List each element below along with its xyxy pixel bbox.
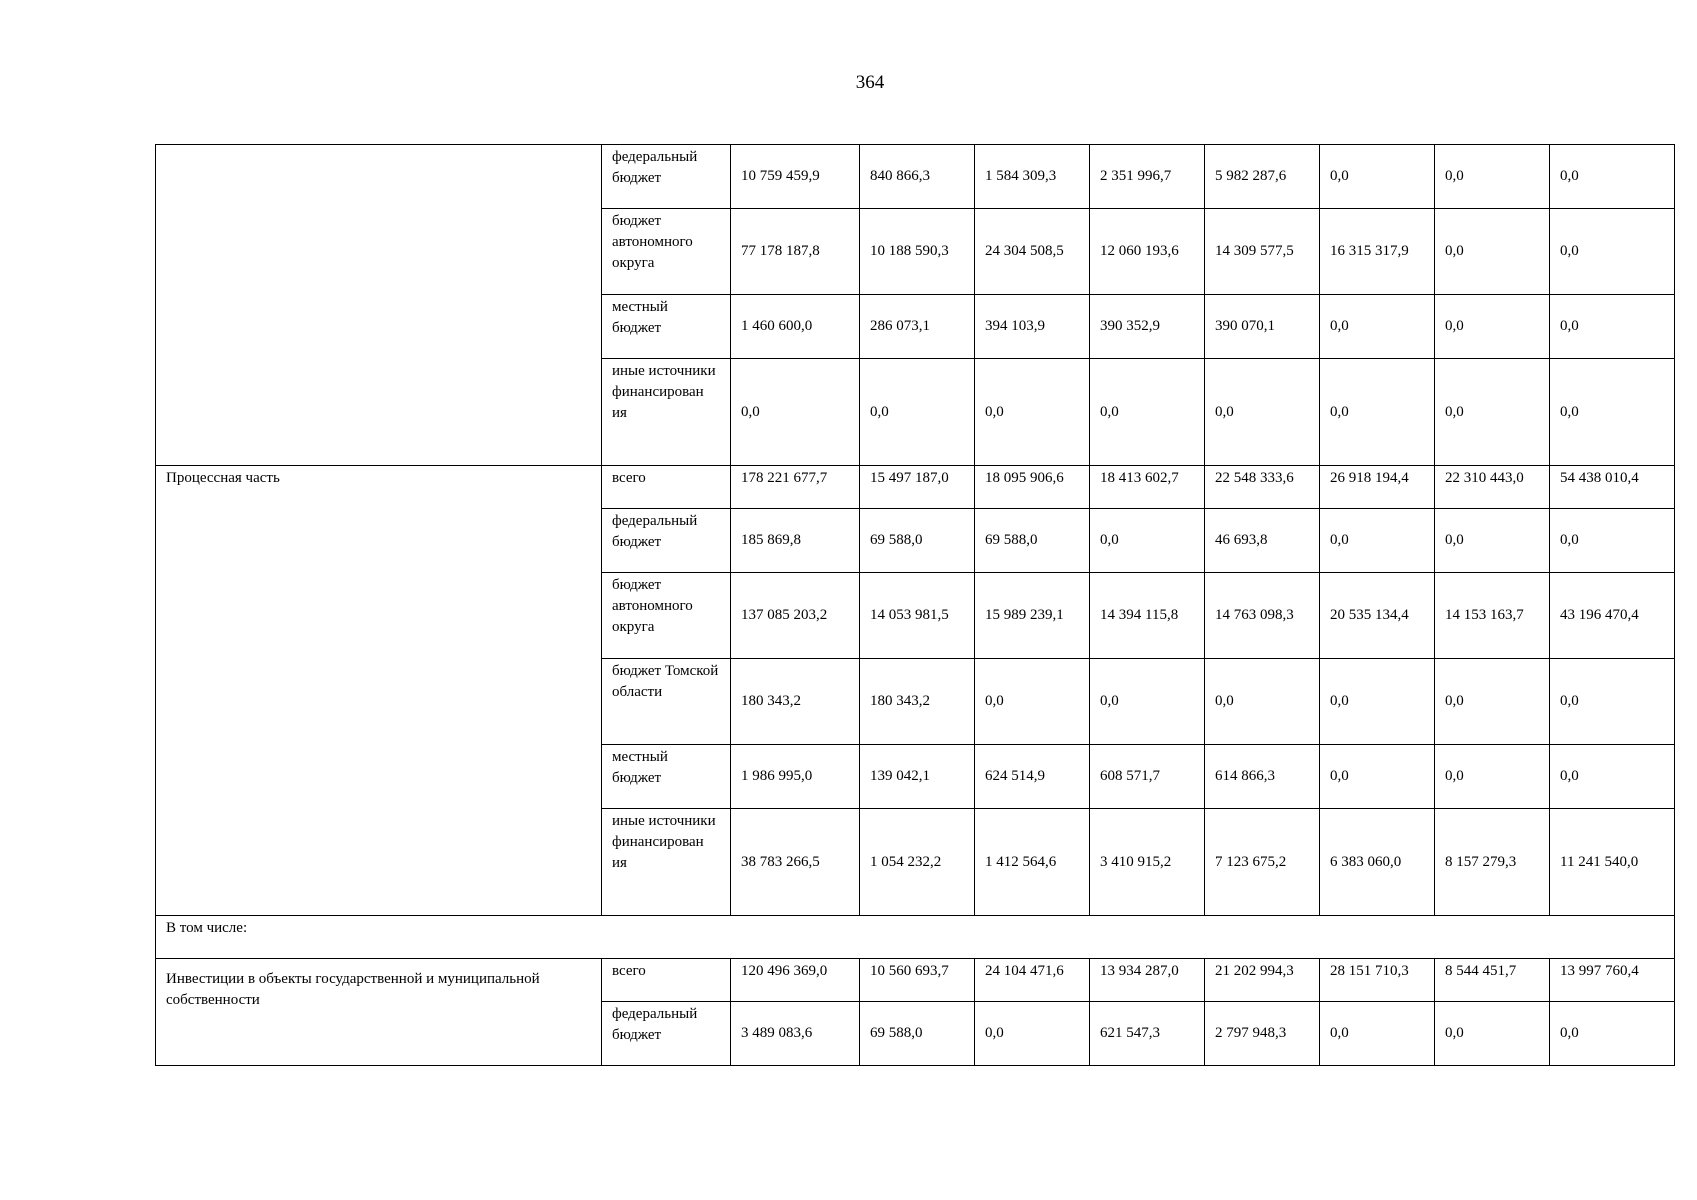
value-cell: 0,0 [1550,295,1675,359]
value-cell: 26 918 194,4 [1320,466,1435,509]
value-cell: 0,0 [975,659,1090,745]
value-cell: 0,0 [1320,359,1435,466]
value-cell: 8 157 279,3 [1435,809,1550,916]
value-cell: 0,0 [1435,145,1550,209]
value-cell: 14 153 163,7 [1435,573,1550,659]
value-cell: 1 986 995,0 [731,745,860,809]
value-cell: 15 989 239,1 [975,573,1090,659]
value-cell: 1 584 309,3 [975,145,1090,209]
value-cell: 10 759 459,9 [731,145,860,209]
value-cell: 0,0 [1435,359,1550,466]
value-cell: 0,0 [1090,359,1205,466]
value-cell: 8 544 451,7 [1435,959,1550,1002]
value-cell: 15 497 187,0 [860,466,975,509]
table-row [156,959,1675,1002]
funding-source-cell: всего [602,466,731,509]
value-cell: 77 178 187,8 [731,209,860,295]
value-cell: 0,0 [975,1002,1090,1066]
value-cell: 286 073,1 [860,295,975,359]
value-cell: 7 123 675,2 [1205,809,1320,916]
value-cell: 13 934 287,0 [1090,959,1205,1002]
value-cell: 54 438 010,4 [1550,466,1675,509]
value-cell: 22 548 333,6 [1205,466,1320,509]
funding-source-cell: бюджет автономного округа [602,209,731,295]
value-cell: 180 343,2 [860,659,975,745]
funding-source-cell: всего [602,959,731,1002]
value-cell: 0,0 [1320,145,1435,209]
table-row [156,466,1675,509]
value-cell: 0,0 [1435,295,1550,359]
value-cell: 13 997 760,4 [1550,959,1675,1002]
row-group-label [156,145,602,466]
funding-source-cell: местный бюджет [602,295,731,359]
value-cell: 5 982 287,6 [1205,145,1320,209]
value-cell: 624 514,9 [975,745,1090,809]
value-cell: 0,0 [1550,745,1675,809]
page-number: 364 [855,72,885,93]
value-cell: 0,0 [1550,1002,1675,1066]
value-cell: 180 343,2 [731,659,860,745]
section-note: В том числе: [156,916,1675,959]
value-cell: 1 412 564,6 [975,809,1090,916]
value-cell: 21 202 994,3 [1205,959,1320,1002]
value-cell: 46 693,8 [1205,509,1320,573]
value-cell: 0,0 [1550,359,1675,466]
value-cell: 3 489 083,6 [731,1002,860,1066]
value-cell: 0,0 [1435,209,1550,295]
value-cell: 14 763 098,3 [1205,573,1320,659]
value-cell: 608 571,7 [1090,745,1205,809]
value-cell: 14 053 981,5 [860,573,975,659]
value-cell: 0,0 [1090,509,1205,573]
value-cell: 10 560 693,7 [860,959,975,1002]
value-cell: 11 241 540,0 [1550,809,1675,916]
budget-table-body [156,145,1675,1066]
value-cell: 0,0 [975,359,1090,466]
value-cell: 1 054 232,2 [860,809,975,916]
value-cell: 120 496 369,0 [731,959,860,1002]
value-cell: 18 413 602,7 [1090,466,1205,509]
value-cell: 38 783 266,5 [731,809,860,916]
value-cell: 14 309 577,5 [1205,209,1320,295]
row-group-label: Процессная часть [156,466,602,916]
funding-source-cell: иные источники финансирован ия [602,809,731,916]
value-cell: 18 095 906,6 [975,466,1090,509]
value-cell: 10 188 590,3 [860,209,975,295]
value-cell: 6 383 060,0 [1320,809,1435,916]
value-cell: 16 315 317,9 [1320,209,1435,295]
value-cell: 43 196 470,4 [1550,573,1675,659]
value-cell: 69 588,0 [860,509,975,573]
value-cell: 69 588,0 [860,1002,975,1066]
value-cell: 69 588,0 [975,509,1090,573]
value-cell: 0,0 [1435,659,1550,745]
budget-table [155,144,1675,1066]
value-cell: 0,0 [1435,1002,1550,1066]
value-cell: 0,0 [1320,1002,1435,1066]
value-cell: 0,0 [1320,295,1435,359]
value-cell: 0,0 [1550,509,1675,573]
funding-source-cell: федеральный бюджет [602,145,731,209]
value-cell: 0,0 [1205,659,1320,745]
value-cell: 614 866,3 [1205,745,1320,809]
table-row [156,916,1675,959]
value-cell: 0,0 [1550,145,1675,209]
value-cell: 390 070,1 [1205,295,1320,359]
funding-source-cell: федеральный бюджет [602,1002,731,1066]
value-cell: 185 869,8 [731,509,860,573]
funding-source-cell: местный бюджет [602,745,731,809]
value-cell: 178 221 677,7 [731,466,860,509]
value-cell: 24 304 508,5 [975,209,1090,295]
value-cell: 0,0 [1435,509,1550,573]
value-cell: 0,0 [1320,659,1435,745]
value-cell: 0,0 [860,359,975,466]
funding-source-cell: федеральный бюджет [602,509,731,573]
row-group-label: Инвестиции в объекты государственной и муниципальной собственности [156,959,602,1066]
funding-source-cell: бюджет Томской области [602,659,731,745]
value-cell: 0,0 [1550,209,1675,295]
table-row [156,145,1675,209]
value-cell: 137 085 203,2 [731,573,860,659]
value-cell: 0,0 [1550,659,1675,745]
value-cell: 2 797 948,3 [1205,1002,1320,1066]
value-cell: 394 103,9 [975,295,1090,359]
value-cell: 2 351 996,7 [1090,145,1205,209]
value-cell: 3 410 915,2 [1090,809,1205,916]
value-cell: 14 394 115,8 [1090,573,1205,659]
value-cell: 0,0 [1205,359,1320,466]
value-cell: 621 547,3 [1090,1002,1205,1066]
value-cell: 0,0 [1090,659,1205,745]
value-cell: 12 060 193,6 [1090,209,1205,295]
value-cell: 0,0 [731,359,860,466]
funding-source-cell: иные источники финансирован ия [602,359,731,466]
value-cell: 390 352,9 [1090,295,1205,359]
value-cell: 139 042,1 [860,745,975,809]
value-cell: 0,0 [1435,745,1550,809]
funding-source-cell: бюджет автономного округа [602,573,731,659]
value-cell: 24 104 471,6 [975,959,1090,1002]
value-cell: 22 310 443,0 [1435,466,1550,509]
value-cell: 1 460 600,0 [731,295,860,359]
value-cell: 0,0 [1320,509,1435,573]
value-cell: 0,0 [1320,745,1435,809]
value-cell: 840 866,3 [860,145,975,209]
value-cell: 28 151 710,3 [1320,959,1435,1002]
value-cell: 20 535 134,4 [1320,573,1435,659]
